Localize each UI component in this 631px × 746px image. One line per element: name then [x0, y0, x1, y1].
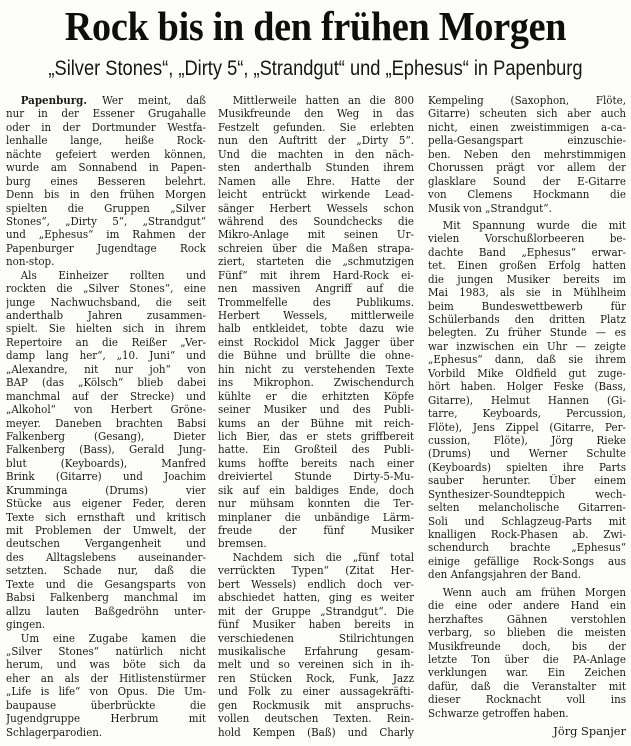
article-text-line: schreien über die Maßen strapa- [218, 241, 415, 255]
article-subheadline: „Silver Stones“, „Dirty 5“, „Strandgut“ und „Ephesus“ in Papenburg [48, 57, 583, 80]
article-text-line: minplaner die unbändige Lärm- [218, 510, 415, 524]
article-text: Wer meint, daß [86, 94, 206, 107]
article-text-line: oder in der Dortmunder Westfa- [6, 120, 206, 134]
article-text-line: leicht entrückt wirkende Lead- [218, 188, 415, 202]
article-text-line: vielen Vorschußlorbeeren be- [428, 232, 627, 246]
article-text-line: mit der Gruppe „Strandgut“. Die [218, 604, 415, 618]
article-text-line: „Ephesus“ dann, daß sie ihrem [428, 353, 627, 367]
article-text-line: melt und so vereinen sich in ih- [218, 658, 415, 672]
article-text-line: hatte. Ein Großteil des Publi- [218, 443, 415, 457]
article-text-line: hört haben. Holger Feske (Bass, [428, 380, 627, 394]
article-text-line: anderthalb Jahren zusammen- [6, 309, 206, 322]
article-text-line: die jungen Musiker bereits im [428, 272, 627, 286]
article-text-line: gingen. [6, 618, 46, 632]
article-text-line: eher an als der Hitlistenstürmer [6, 671, 206, 685]
article-text-line: Trommelfelle des Publikums. [218, 295, 415, 309]
article-text-line: (Keyboards) spielten ihre Parts [428, 460, 627, 474]
article-text-line: Stücke aus eigener Feder, deren [6, 497, 206, 511]
article-text-line: meyer. Daneben brachten Babsi [6, 416, 206, 430]
article-text-line: die eine oder andere Hand ein [428, 599, 627, 613]
article-text-line: Kempeling (Saxophon, Flöte, [428, 94, 627, 107]
article-text-line: deutschen Vergangenheit und [6, 537, 206, 551]
article-text-line: spielten die Gruppen „Silver [6, 201, 206, 215]
article-column-1 [6, 94, 206, 739]
article-text-line: herzhaftes Gähnen verstohlen [428, 612, 627, 626]
article-text-line: Synthesizer-Soundteppich wech- [428, 487, 627, 501]
article-text-line: wurde am Sonnabend in Papen- [6, 161, 206, 175]
article-text-line: und Folk zu einer aussagekräfti- [218, 685, 415, 699]
article-text-line: Texte und die Gesangsparts von [6, 577, 206, 591]
article-text-line: verrückten Typen“ (Zitat Her- [218, 564, 415, 578]
article-text-line: Flöte), Jens Zippel (Gitarre, Per- [428, 420, 627, 434]
article-text-line: verbarg, so blieben die meisten [428, 626, 627, 640]
article-text-line: dachte Band „Ephesus“ erwar- [428, 245, 627, 259]
article-text-line: beim Bundeswettbewerb für [428, 299, 627, 313]
article-text-line: musikalische Erfahrung gesam- [218, 644, 415, 658]
article-text-line: „Alkohol“ von Herbert Gröne- [6, 403, 206, 417]
article-text-line: und „Ephesus“ im Rahmen der [6, 228, 206, 242]
article-text-line: verschiedenen Stilrichtungen [218, 631, 415, 645]
article-text-line: tet. Einen großen Erfolg hatten [428, 259, 627, 273]
article-text-line: Musikfreunde den Weg in das [218, 107, 415, 121]
article-text-line: Musikfreunde doch, bis der [428, 639, 627, 653]
article-text-line: sten anderthalb Stunden ihrem [218, 161, 415, 175]
article-headline: Rock bis in den frühen Morgen [64, 3, 567, 49]
article-text-line: Texte sich ernsthaft und kritisch [6, 510, 206, 524]
article-text-line: Namen alle Ehre. Hatte der [218, 174, 415, 188]
article-text-line: Als Einheizer rollten und [20, 268, 206, 282]
article-text-line: nen massiven Angriff auf die [218, 282, 415, 296]
article-text-line: burg eines Besseren belehrt. [6, 174, 206, 188]
article-text-line: bert Wessels) endlich doch ver- [218, 577, 415, 591]
article-text-line: ziert, starteten die „schmutzigen [218, 255, 415, 269]
article-text-line: pella-Gesangspart einzuschie- [428, 134, 627, 148]
article-text-line: Chorussen prägt vor allem der [428, 161, 627, 175]
article-text-line: non-stop. [6, 255, 55, 269]
article-text-line: ben. Neben den mehrstimmigen [428, 147, 627, 161]
article-text-line: sik auf ein baldiges Ende, doch [218, 483, 415, 497]
article-text-line: halb entkleidet, tobte dazu wie [218, 322, 415, 336]
article-text-line: Repertoire an die Reißer „Ver- [6, 335, 206, 349]
article-text-line: Falkenberg (Bass), Gerald Jung- [6, 443, 206, 457]
article-text-line: Denn bis in den frühen Morgen [6, 188, 206, 202]
article-text-line: dieser Rocknacht voll ins [428, 693, 627, 707]
article-text-line: glasklare Sound der E-Gitarre [428, 174, 627, 188]
article-text-line: die Bühne und brüllte die ohne- [218, 349, 415, 363]
article-text-line: Krumminga (Drums) vier [6, 483, 206, 497]
article-text-line: sänger Herbert Wessels schon [218, 201, 415, 215]
article-text-line: den Anfangsjahren der Band. [428, 568, 582, 582]
article-column-2 [218, 94, 414, 739]
article-text-line: mit Problemen der Umwelt, der [6, 524, 206, 537]
article-text-line: spielt. Sie hielten sich in ihrem [6, 322, 206, 336]
article-text-line: des Alltagslebens auseinander- [6, 550, 206, 564]
article-text-line: ren Stücken Rock, Funk, Jazz [218, 671, 415, 685]
article-text-line: Fünf“ mit ihrem Hard-Rock ei- [218, 268, 415, 282]
article-text-line: belegten. Zu früher Stunde — es [428, 326, 627, 340]
article-text-line: abschiedet hatten, ging es weiter [218, 591, 415, 605]
article-text-line: Vorbild Mike Oldfield gut zuge- [428, 366, 627, 380]
article-text-line: Und die machten in den näch- [218, 147, 415, 161]
article-text-line: selten melancholische Gitarren- [428, 501, 627, 515]
article-text-line: Nachdem sich die „fünf total [232, 550, 415, 564]
article-text-line: während des Soundchecks die [218, 214, 415, 228]
article-text-line: „Life is life“ von Opus. Die Um- [6, 685, 206, 699]
article-text-line: herum, und was böte sich da [6, 658, 206, 672]
author-byline: Jörg Spanjer [553, 724, 626, 739]
article-text-line: nur in der Essener Grugahalle [6, 107, 206, 121]
article-text-line: baupause überbrückte die [6, 698, 206, 712]
article-text-line: nicht, einen zweistimmigen a-ca- [428, 120, 627, 134]
article-text-line: „Silver Stones“ natürlich nicht [6, 644, 206, 658]
article-text-line: Jugendgruppe Herbrum mit [6, 712, 206, 726]
article-text-line: Papenburger Jugendtage Rock [6, 241, 206, 255]
article-text-line: BAP (das „Kölsch“ blieb dabei [6, 376, 206, 390]
article-text-line: Gitarre) scheuten sich aber auch [428, 107, 627, 121]
article-text-line: tarre, Keyboards, Percussion, [428, 407, 627, 421]
article-text-line: verklungen war. Ein Zeichen [428, 666, 627, 680]
article-text-line: Schülerbands den dritten Platz [428, 313, 627, 326]
article-text-line: dreiviertel Stunde Dirty-5-Mu- [218, 470, 415, 484]
article-text-line: kums hoffte bereits nach einer [218, 456, 415, 470]
article-text-line: hin nicht zu verstehenden Texte [218, 362, 415, 376]
article-text-line: junge Nachwuchsband, die seit [6, 295, 206, 309]
article-text-line: setzten. Schade nur, daß die [6, 564, 206, 578]
article-text-line: bremsen. [218, 537, 267, 551]
article-text-line: Babsi Falkenberg manchmal im [6, 591, 206, 605]
article-text-line: Um eine Zugabe kamen die [20, 631, 206, 645]
article-text-line: knalligen Rock-Phasen ab. Zwi- [428, 528, 627, 541]
article-text-line: kühlte er die erhitzten Köpfe [218, 389, 415, 403]
article-text-line: Schwarze getroffen haben. [428, 706, 569, 720]
article-text-line: Musik von „Strandgut“. [428, 201, 552, 215]
article-text-line: nur mühsam konnten die Ter- [218, 497, 415, 511]
article-text-line: sauber herunter. Über einem [428, 474, 627, 488]
article-text-line: rockten die „Silver Stones“, eine [6, 282, 206, 296]
article-text-line: Stones“, „Dirty 5“, „Strandgut“ [6, 214, 206, 228]
article-text-line: dafür, daß die Veranstalter mit [428, 679, 627, 693]
article-text-line: blut (Keyboards), Manfred [6, 456, 206, 470]
article-text-line: vollen deutschen Texten. Rein- [218, 712, 415, 726]
article-text-line: fünf Musiker haben bereits in [218, 618, 415, 632]
article-text-line: Mittlerweile hatten an die 800 [232, 94, 415, 107]
article-text-line: ins Mikrophon. Zwischendurch [218, 376, 415, 390]
article-text-line: allzu lauten Baßgedröhn unter- [6, 604, 206, 618]
article-text-line: Wenn auch am frühen Morgen [442, 585, 627, 599]
article-text-line: Mai 1983, als sie in Mühlheim [428, 286, 627, 300]
dateline: Papenburg. [20, 94, 87, 107]
article-text-line: Herbert Wessels, mittlerweile [218, 309, 415, 322]
article-text-line: Brink (Gitarre) und Joachim [6, 470, 206, 484]
article-text-line: Festzelt gefunden. Sie erlebten [218, 120, 415, 134]
article-column-3 [428, 94, 626, 739]
article-text-line: Schlagerparodien. [6, 725, 103, 739]
article-text-line: war inzwischen ein Uhr — zeigte [428, 339, 627, 353]
article-text-line: „Alexandre, nit nur joh“ von [6, 362, 206, 376]
article-text-line: manchmal auf der Strecke) und [6, 389, 206, 403]
article-text-line: Mit Spannung wurde die mit [442, 218, 627, 232]
article-text-line: einst Rockidol Mick Jagger über [218, 335, 415, 349]
article-text-line: einige gefällige Rock-Songs aus [428, 554, 627, 568]
article-text-line: lenhalle lange, heiße Rock- [6, 134, 206, 148]
article-text-line: hold Kempen (Baß) und Charly [218, 725, 415, 739]
article-text-line: schendurch brachte „Ephesus“ [428, 541, 627, 555]
article-text-line: Falkenberg (Gesang), Dieter [6, 429, 206, 443]
article-text-line: Gitarre), Helmut Hannen (Gi- [428, 393, 627, 407]
article-text-line [6, 94, 206, 107]
article-text-line: nächte gefeiert werden können, [6, 147, 206, 161]
article-text-line: lich Bier, das er stets griffbereit [218, 429, 415, 443]
article-text-line: Mikro-Anlage mit seinen Ur- [218, 228, 415, 242]
article-text-line: cussion, Flöte), Jörg Rieke [428, 433, 627, 447]
article-text-line: kums an der Bühne mit reich- [218, 416, 415, 430]
article-text-line: seiner Musiker und des Publi- [218, 403, 415, 417]
article-text-line: von Clemens Hockmann die [428, 188, 627, 202]
article-text-line: freude der fünf Musiker [218, 524, 415, 537]
article-text-line: nun den Auftritt der „Dirty 5“. [218, 134, 415, 148]
article-text-line: Soli und Schlagzeug-Parts mit [428, 514, 627, 528]
article-text-line: letzte Ton über die PA-Anlage [428, 652, 627, 666]
article-text-line: (Drums) und Werner Schulte [428, 447, 627, 461]
article-text-line: gen Rockmusik mit anspruchs- [218, 698, 415, 712]
article-text-line: damp lang her“, „10. Juni“ und [6, 349, 206, 363]
